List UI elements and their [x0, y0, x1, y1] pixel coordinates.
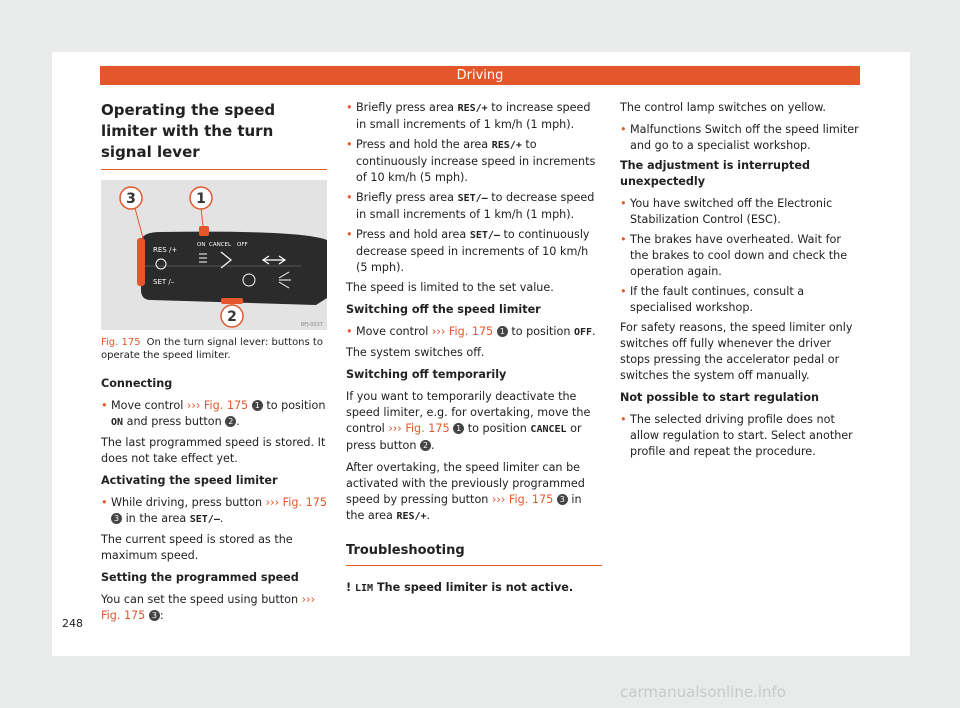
key-label: ON — [111, 417, 124, 428]
list-item — [346, 137, 602, 186]
list-item: • Malfunctions Switch off the speed limiter and go to a specialist workshop. — [620, 122, 860, 154]
cancel-label: CANCEL — [209, 242, 232, 248]
key-label: SET/– — [189, 514, 220, 525]
heading-rule — [101, 169, 327, 170]
section-heading: Operating the speed limiter with the turn signal lever — [101, 101, 276, 161]
callout-2: 2 — [227, 309, 237, 325]
callout-badge: 1 — [252, 400, 263, 411]
text: in the area — [125, 512, 187, 525]
paragraph: The control lamp switches on yellow. — [620, 101, 826, 114]
paragraph: The system switches off. — [346, 346, 485, 359]
list-item: • While driving, press button ››› Fig. 175 3 in the area SET/–. — [101, 495, 327, 528]
text: to increase speed in small increments of 1 km/h (1 mph). — [356, 101, 591, 131]
lim-warning — [346, 580, 602, 597]
text: After overtaking, the speed limiter can be activated with the previously programmed speed by pressing button — [346, 461, 585, 506]
paragraph: The last programmed speed is stored. It does not take effect yet. — [101, 436, 326, 465]
paragraph: For safety reasons, the speed limiter only switches off fully whenever the driver stops pressing the accelerator pedal or switches the system off manually. — [620, 321, 853, 382]
callout-badge: 2 — [225, 416, 236, 427]
on-label: ON — [197, 242, 206, 248]
res-label: RES /+ — [153, 246, 178, 254]
off-label: OFF — [237, 242, 248, 248]
text: The speed limiter is not active. — [376, 581, 574, 594]
text: and press button — [126, 415, 222, 428]
temp-heading: Switching off temporarily — [346, 368, 507, 381]
text: Press and hold area — [356, 228, 467, 241]
text: Briefly press area — [356, 101, 454, 114]
text: to continuously increase speed in increments of 10 km/h (5 mph). — [356, 138, 596, 184]
list-item: • You have switched off the Electronic Stabilization Control (ESC). — [620, 196, 860, 228]
callout-3: 3 — [126, 191, 136, 207]
fig-link[interactable]: ››› Fig. 175 — [431, 325, 494, 338]
text: to position — [511, 325, 571, 338]
callout-badge: 3 — [149, 610, 160, 621]
heading-rule — [346, 565, 602, 566]
key-label: SET/– — [457, 193, 488, 204]
fig-link[interactable]: ››› Fig. 175 — [186, 399, 249, 412]
fig-link[interactable]: ››› Fig. 175 — [491, 493, 554, 506]
text: While driving, press button — [111, 496, 263, 509]
column-2 — [346, 100, 602, 603]
callout-badge: 2 — [420, 440, 431, 451]
text: in the area — [346, 493, 582, 522]
activating-heading: Activating the speed limiter — [101, 474, 278, 487]
text: Press and hold the area — [356, 138, 489, 151]
key-label: RES/+ — [491, 140, 522, 151]
text: If you want to temporarily deactivate the speed limiter, e.g. for overtaking, move the control — [346, 390, 591, 435]
lim-icon: LIM — [355, 583, 374, 594]
troubleshooting-heading: Troubleshooting — [346, 543, 465, 558]
key-label: OFF — [573, 327, 593, 338]
list-item — [346, 190, 602, 223]
key-label: RES/+ — [396, 511, 427, 522]
list-item: • Move control ››› Fig. 175 1 to position OFF. — [346, 324, 602, 341]
setting-heading: Setting the programmed speed — [101, 571, 299, 584]
figure-175 — [101, 180, 327, 330]
connecting-heading: Connecting — [101, 377, 173, 390]
page-number: 248 — [62, 617, 83, 630]
set-label: SET /– — [153, 278, 175, 286]
callout-badge: 1 — [453, 423, 464, 434]
key-label: CANCEL — [530, 424, 567, 435]
text: to decrease speed in small increments of 1 km/h (1 mph). — [356, 191, 595, 221]
warning-exclamation-icon: ! — [346, 581, 352, 594]
section-header: Driving — [100, 66, 860, 85]
callout-1: 1 — [196, 191, 206, 207]
figure-caption — [101, 336, 327, 362]
text: Move control — [356, 325, 429, 338]
text: or press button — [346, 422, 582, 452]
callout-badge: 3 — [111, 513, 122, 524]
watermark: carmanualsonline.info — [620, 683, 786, 701]
text: to position — [266, 399, 326, 412]
paragraph: After overtaking, the speed limiter can be activated with the previously programmed speed by pressing button ››› Fig. 175 3 in the area RES/+. — [346, 461, 585, 522]
figure-code: BFJ-0037 — [300, 322, 323, 328]
list-item: • If the fault continues, consult a specialised workshop. — [620, 284, 860, 316]
text: to position — [467, 422, 527, 435]
key-label: SET/– — [469, 230, 500, 241]
list-item — [346, 227, 602, 276]
callout-badge: 3 — [557, 494, 568, 505]
paragraph: If you want to temporarily deactivate the speed limiter, e.g. for overtaking, move the control ››› Fig. 175 1 to position CANCEL or press button 2 . — [346, 390, 591, 452]
fig-link[interactable]: ››› Fig. 175 — [265, 496, 327, 509]
paragraph: The speed is limited to the set value. — [346, 281, 554, 294]
caption-ref: Fig. 175 — [101, 337, 141, 348]
interrupted-heading: The adjustment is interrupted unexpectedly — [620, 159, 810, 188]
list-item: • The selected driving profile does not allow regulation to start. Select another profile and repeat the procedure. — [620, 412, 860, 460]
column-1 — [101, 100, 327, 630]
fig-link[interactable]: ››› Fig. 175 — [101, 593, 316, 622]
turn-signal-lever-illustration — [101, 180, 327, 330]
paragraph: You can set the speed using button ››› Fig. 175 3 : — [101, 593, 316, 622]
text: Move control — [111, 399, 184, 412]
key-label: RES/+ — [457, 103, 488, 114]
off-heading: Switching off the speed limiter — [346, 303, 541, 316]
list-item — [346, 100, 602, 133]
text: You can set the speed using button — [101, 593, 299, 606]
not-possible-heading: Not possible to start regulation — [620, 391, 820, 404]
list-item: • The brakes have overheated. Wait for the brakes to cool down and check the operation again. — [620, 232, 860, 280]
paragraph: The current speed is stored as the maximum speed. — [101, 533, 293, 562]
list-item: • Move control ››› Fig. 175 1 to position ON and press button 2 . — [101, 398, 327, 431]
caption-text: On the turn signal lever: buttons to operate the speed limiter. — [101, 337, 323, 361]
fig-link[interactable]: ››› Fig. 175 — [388, 422, 450, 435]
callout-badge: 1 — [497, 326, 508, 337]
text: to continuously decrease speed in increments of 10 km/h (5 mph). — [356, 228, 590, 274]
text: Briefly press area — [356, 191, 454, 204]
column-3 — [620, 100, 860, 464]
